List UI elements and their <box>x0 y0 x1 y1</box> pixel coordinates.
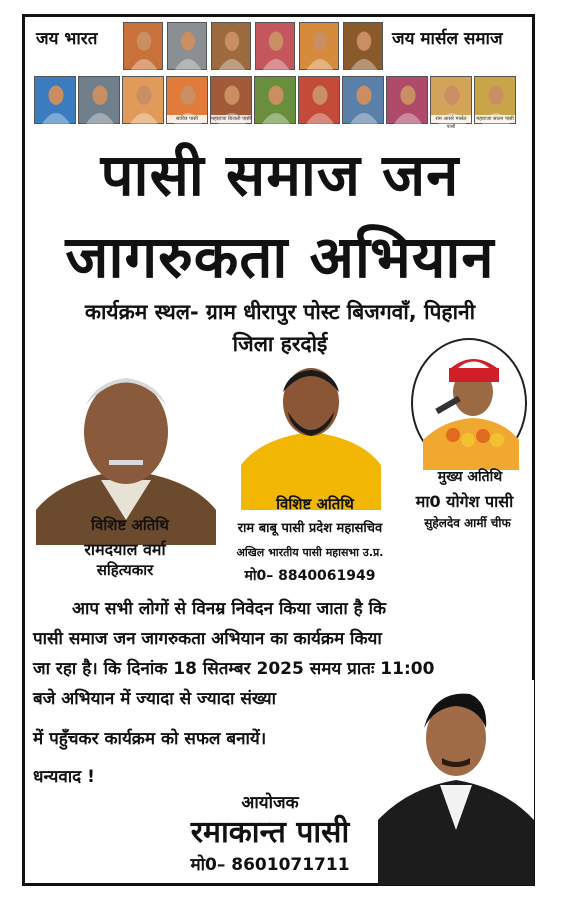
portrait-icon <box>344 23 384 71</box>
message-line-4: बजे अभियान में ज्यादा से ज्यादा संख्या <box>33 689 277 709</box>
portrait-caption: राम आसरे मार्सल पासी <box>431 115 471 123</box>
portrait-icon <box>168 23 208 71</box>
organizer-phone: मो0– 8601071711 <box>190 855 350 875</box>
top-portrait-4 <box>255 22 295 70</box>
portrait-icon <box>35 77 77 125</box>
venue-line-2: जिला हरदोई <box>232 332 328 356</box>
bottom-portrait-9 <box>386 76 428 124</box>
message-line-1: आप सभी लोगों से विनम्र निवेदन किया जाता है कि <box>72 599 387 619</box>
guest-2-title: अखिल भारतीय पासी महासभा उ.प्र. <box>236 546 384 559</box>
bottom-portrait-8 <box>342 76 384 124</box>
bottom-portrait-11 <box>474 76 516 124</box>
top-portrait-5 <box>299 22 339 70</box>
bottom-portrait-10 <box>430 76 472 130</box>
guest-2-phone: मो0– 8840061949 <box>244 568 376 584</box>
bottom-portrait-5 <box>210 76 252 124</box>
portrait-caption: महाराजा सातन पासी <box>476 116 514 122</box>
title-line-1: पासी समाज जन <box>100 141 460 209</box>
top-portrait-3 <box>211 22 251 70</box>
venue-line-1: कार्यक्रम स्थल- ग्राम धीरापुर पोस्ट बिजगवाँ, पिहानी <box>84 300 476 324</box>
portrait-icon <box>79 77 121 125</box>
top-portrait-1 <box>123 22 163 70</box>
left-slogan: जय भारत <box>36 29 98 49</box>
guest-2-role: विशिष्ट अतिथि <box>276 495 354 513</box>
guest-3-name: मा0 योगेश पासी <box>415 492 514 511</box>
organizer-label: आयोजक <box>241 793 299 813</box>
portrait-icon <box>300 23 340 71</box>
right-slogan: जय मार्सल समाज <box>392 29 503 49</box>
portrait-icon <box>255 77 297 125</box>
guest-2-name: राम बाबू पासी प्रदेश महासचिव <box>237 521 383 536</box>
portrait-icon <box>124 23 164 71</box>
guest-1-name: रामदयाल वर्मा <box>84 540 166 559</box>
top-portrait-6 <box>343 22 383 70</box>
message-line-2: पासी समाज जन जागरुकता अभियान का कार्यक्रम किया <box>33 629 382 649</box>
bottom-portrait-2 <box>78 76 120 124</box>
message-line-5: में पहुँचकर कार्यक्रम को सफल बनायें। <box>33 729 267 749</box>
portrait-icon <box>343 77 385 125</box>
guest-3-title: सुहेलदेव आर्मी चीफ <box>424 516 511 530</box>
guest-3-role: मुख्य अतिथि <box>437 469 503 485</box>
top-portrait-2 <box>167 22 207 70</box>
portrait-icon <box>123 77 165 125</box>
portrait-caption: महाराजा बिजली पासी <box>211 116 251 122</box>
bottom-portrait-4 <box>166 76 208 124</box>
portrait-icon <box>256 23 296 71</box>
guest-1-role: विशिष्ट अतिथि <box>91 516 169 534</box>
message-line-6: धन्यवाद ! <box>33 767 95 787</box>
portrait-icon <box>299 77 341 125</box>
guest-3-photo <box>411 338 527 468</box>
bottom-portrait-7 <box>298 76 340 124</box>
portrait-caption: सावित्र पासी <box>167 115 207 123</box>
guest-1-title: सहित्यकार <box>96 561 154 579</box>
organizer-name: रमाकान्त पासी <box>190 815 350 850</box>
bottom-portrait-3 <box>122 76 164 124</box>
bottom-portrait-6 <box>254 76 296 124</box>
message-line-3: जा रहा है। कि दिनांक 18 सितम्बर 2025 समय प्रातः 11:00 <box>33 659 435 679</box>
organizer-photo <box>378 680 534 885</box>
portrait-icon <box>212 23 252 71</box>
guest-2-photo <box>236 360 386 510</box>
portrait-icon <box>387 77 429 125</box>
bottom-portrait-1 <box>34 76 76 124</box>
title-line-2: जागरुकता अभियान <box>65 223 495 291</box>
